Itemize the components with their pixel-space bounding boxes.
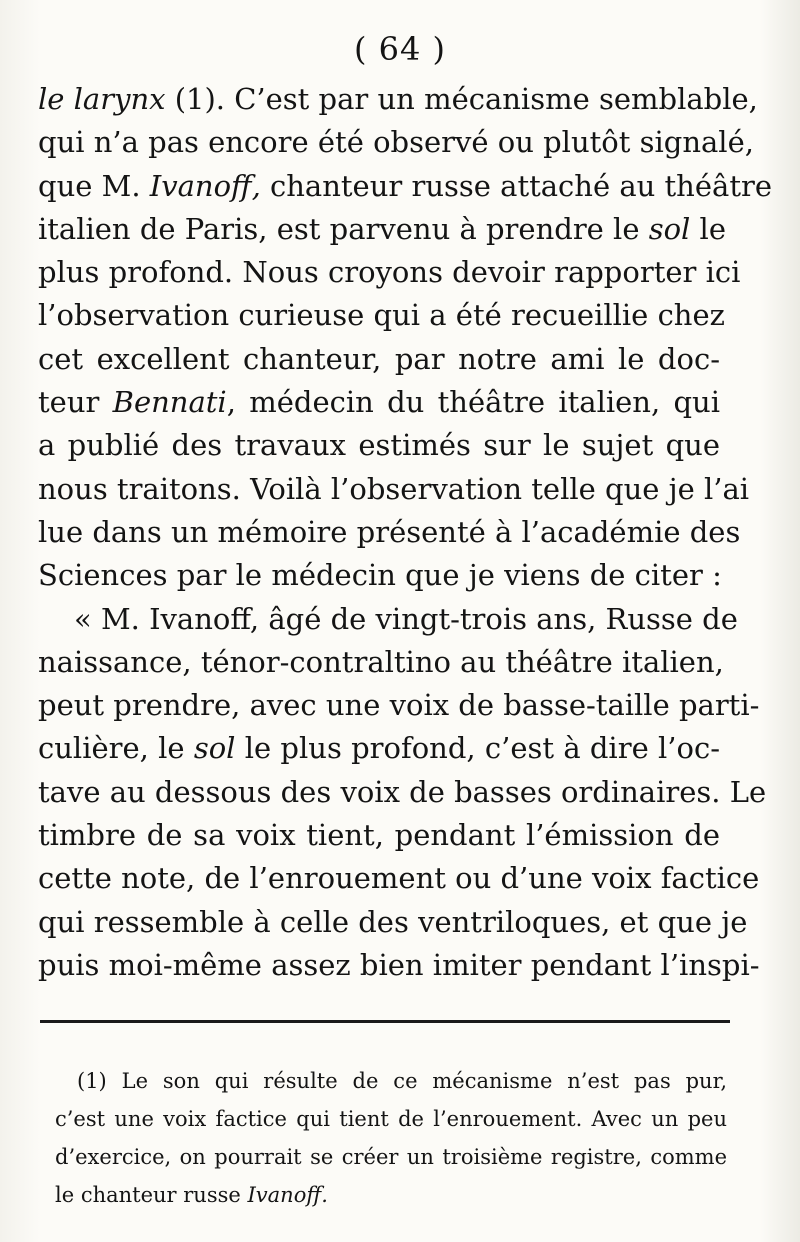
text-run: cet excellent chanteur, par notre ami le doc- [38, 341, 720, 376]
text-run: chanteur russe attaché au théâtre [260, 168, 772, 203]
body-line [38, 468, 750, 511]
body-line [38, 338, 720, 381]
text-run: lue dans un mémoire présenté à l’académie des [38, 514, 741, 549]
text-run: , médecin du théâtre italien, qui [226, 385, 721, 420]
footnote-line [55, 1138, 727, 1176]
body-line [38, 208, 726, 251]
body-line [38, 554, 720, 597]
main-text [38, 78, 772, 987]
body-line [38, 424, 720, 467]
italic-text: Ivanoff. [247, 1183, 328, 1207]
body-line [38, 251, 741, 294]
text-run: naissance, ténor-contraltino au théâtre italien, [38, 644, 724, 679]
footnote-separator [40, 1020, 730, 1023]
text-run: le chanteur russe [55, 1183, 248, 1207]
text-run: puis moi-même assez bien imiter pendant l’inspi- [38, 947, 760, 982]
text-run: timbre de sa voix tient, pendant l’émission de [38, 818, 720, 853]
body-line [38, 771, 767, 814]
body-line [38, 381, 720, 424]
text-run: (1). C’est par un mécanisme semblable, [165, 82, 758, 116]
body-line [38, 901, 748, 944]
text-run: teur [38, 385, 113, 420]
body-line [38, 78, 758, 121]
italic-text: Ivanoff, [149, 168, 261, 203]
text-run: le plus profond, c’est à dire l’oc- [235, 731, 720, 766]
text-run: culière, le [38, 731, 194, 766]
text-run: qui ressemble à celle des ventriloques, et que je [38, 904, 748, 939]
body-line [38, 684, 760, 727]
body-line [38, 165, 772, 208]
body-line [38, 121, 754, 164]
text-run: que M. [38, 168, 150, 203]
text-run: le [690, 211, 726, 246]
footnote-line [55, 1176, 727, 1214]
body-line [38, 814, 720, 857]
italic-text: le larynx [38, 82, 166, 116]
text-run: peut prendre, avec une voix de basse-taille parti- [38, 688, 760, 723]
text-run: a publié des travaux estimés sur le sujet que [38, 428, 720, 463]
italic-text: Bennati [112, 385, 227, 420]
body-line [38, 857, 760, 900]
body-line [38, 641, 724, 684]
text-run: tave au dessous des voix de basses ordinaires. Le [38, 774, 767, 809]
text-run: qui n’a pas encore été observé ou plutôt signalé, [38, 125, 754, 160]
text-run: nous traitons. Voilà l’observation telle que je l’ai [38, 471, 750, 506]
body-line [38, 727, 720, 770]
italic-text: sol [648, 211, 691, 246]
text-run: (1) Le son qui résulte de ce mécanisme n’est pas pur, [77, 1069, 727, 1093]
text-run: c’est une voix factice qui tient de l’enrouement. Avec un peu [55, 1107, 727, 1131]
body-line [38, 511, 741, 554]
text-run: plus profond. Nous croyons devoir rapporter ici [38, 255, 741, 290]
footnote-line [55, 1062, 727, 1100]
text-run: italien de Paris, est parvenu à prendre le [38, 211, 649, 246]
text-run: Sciences par le médecin que je viens de citer : [38, 558, 722, 593]
footnote-line [55, 1100, 727, 1138]
page-number: ( 64 ) [353, 30, 447, 68]
text-run: cette note, de l’enrouement ou d’une voix factice [38, 861, 760, 896]
body-line [38, 944, 760, 987]
body-line [38, 598, 738, 641]
text-run: d’exercice, on pourrait se créer un troisième registre, comme [55, 1145, 727, 1169]
footnote [55, 1062, 727, 1214]
italic-text: sol [193, 731, 236, 766]
text-run: « M. Ivanoff, âgé de vingt-trois ans, Russe de [74, 601, 738, 636]
body-line [38, 294, 725, 337]
text-run: l’observation curieuse qui a été recueillie chez [38, 298, 725, 333]
